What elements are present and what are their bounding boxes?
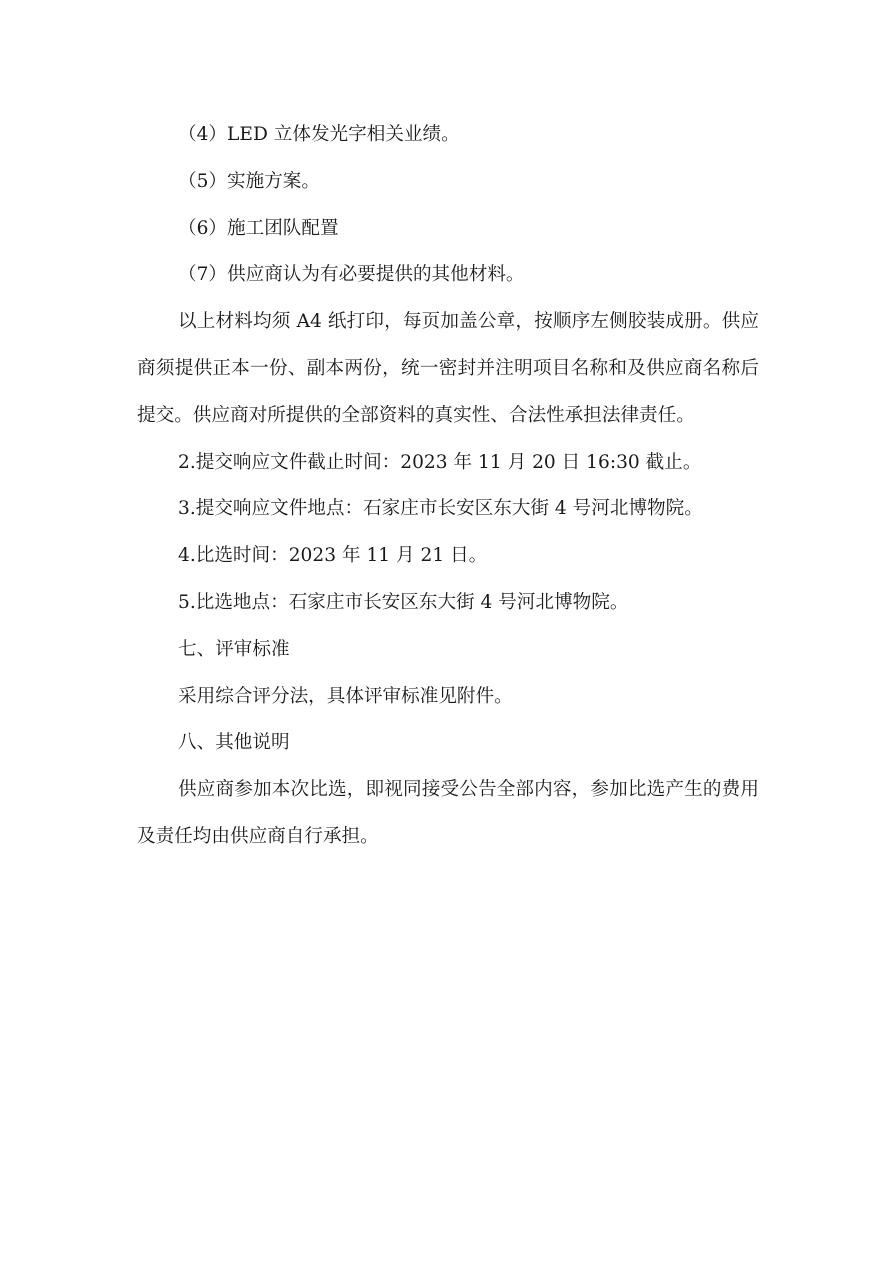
list-item-6-construction-team: （6）施工团队配置 — [178, 217, 339, 239]
list-item-4-led-performance: （4）LED 立体发光字相关业绩。 — [178, 124, 460, 145]
submission-location: 3.提交响应文件地点：石家庄市长安区东大街 4 号河北博物院。 — [178, 498, 703, 520]
document-body — [137, 112, 759, 861]
other-notes-paragraph: 供应商参加本次比选，即视同接受公告全部内容，参加比选产生的费用及责任均由供应商自行承担。 — [137, 779, 759, 847]
section-heading-evaluation-criteria: 七、评审标准 — [178, 638, 290, 660]
materials-requirements-paragraph: 以上材料均须 A4 纸打印，每页加盖公章，按顺序左侧胶装成册。供应商须提供正本一份、副本两份，统一密封并注明项目名称和及供应商名称后提交。供应商对所提供的全部资料的真实性、合法性承担法律责任。 — [137, 311, 759, 426]
list-item-5-implementation-plan: （5）实施方案。 — [178, 170, 320, 192]
section-heading-other-notes: 八、其他说明 — [178, 732, 290, 754]
selection-location: 5.比选地点：石家庄市长安区东大街 4 号河北博物院。 — [178, 591, 629, 613]
selection-time: 4.比选时间：2023 年 11 月 21 日。 — [178, 545, 488, 567]
submission-deadline: 2.提交响应文件截止时间：2023 年 11 月 20 日 16:30 截止。 — [178, 451, 702, 473]
evaluation-method-paragraph: 采用综合评分法，具体评审标准见附件。 — [178, 685, 513, 707]
list-item-7-other-materials: （7）供应商认为有必要提供的其他材料。 — [178, 264, 525, 286]
